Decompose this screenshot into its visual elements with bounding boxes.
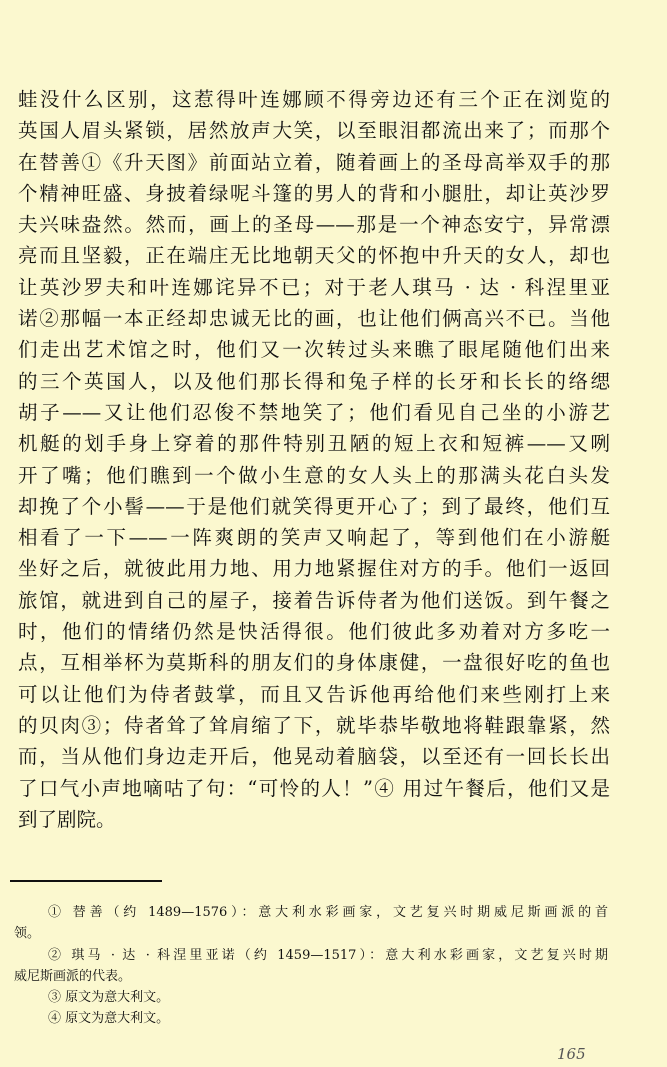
- text-line: 了口气小声地嘀咕了句：“可怜的人！”④ 用过午餐后，他们又是: [18, 776, 610, 800]
- text-line: 开了嘴；他们瞧到一个做小生意的女人头上的那满头花白头发: [18, 463, 610, 487]
- text-line: 到了剧院。: [18, 807, 116, 831]
- text-line: 诺②那幅一本正经却忠诚无比的画，也让他们俩高兴不已。当他: [18, 307, 610, 331]
- text-line: 们走出艺术馆之时，他们又一次转过头来瞧了眼尾随他们出来: [18, 338, 610, 362]
- text-line: 旅馆，就进到自己的屋子，接着告诉侍者为他们送饭。到午餐之: [18, 588, 610, 612]
- text-line: 机艇的划手身上穿着的那件特别丑陋的短上衣和短裤——又咧: [18, 432, 610, 456]
- text-line: 相看了一下——一阵爽朗的笑声又响起了，等到他们在小游艇: [18, 526, 610, 550]
- text-line: 的三个英国人，以及他们那长得和兔子样的长牙和长长的络缌: [18, 369, 610, 393]
- footnote-4: ④ 原文为意大利文。: [48, 1011, 170, 1027]
- text-line: 英国人眉头紧锁，居然放声大笑，以至眼泪都流出来了；而那个: [18, 119, 610, 143]
- text-line: 坐好之后，就彼此用力地、用力地紧握住对方的手。他们一返回: [18, 557, 610, 581]
- text-line: 时，他们的情绪仍然是快活得很。他们彼此多劝着对方多吃一: [18, 620, 610, 644]
- text-line: 可以让他们为侍者鼓掌，而且又告诉他再给他们来些刚打上来: [18, 682, 610, 706]
- footnotes: [14, 902, 608, 1030]
- footnote-1: ① 替善（约 1489—1576）：意大利水彩画家，文艺复兴时期威尼斯画派的首: [48, 905, 608, 920]
- text-line: 而，当从他们身边走开后，他晃动着脑袋，以至还有一回长长出: [18, 745, 610, 769]
- footnote-1-continuation: 领。: [14, 926, 41, 942]
- page-number: 165: [557, 1045, 586, 1063]
- text-line: 个精神旺盛、身披着绿呢斗篷的男人的背和小腿肚，却让英沙罗: [18, 181, 610, 205]
- text-line: 让英沙罗夫和叶连娜诧异不已；对于老人琪马 · 达 · 科涅里亚: [18, 275, 610, 299]
- text-line: 亮而且坚毅，正在端庄无比地朝天父的怀抱中升天的女人，却也: [18, 244, 610, 268]
- footnote-3: ③ 原文为意大利文。: [48, 990, 170, 1006]
- footnote-2: ② 琪马 · 达 · 科涅里亚诺（约 1459—1517）：意大利水彩画家，文艺复兴时期: [48, 947, 608, 963]
- footnote-2-continuation: 威尼斯画派的代表。: [14, 968, 132, 984]
- text-line: 蛙没什么区别，这惹得叶连娜顾不得旁边还有三个正在浏览的: [18, 88, 610, 111]
- main-text: [18, 84, 610, 835]
- text-line: 却挽了个小髻——于是他们就笑得更开心了；到了最终，他们互: [18, 494, 610, 518]
- footnote-divider: [10, 880, 162, 882]
- text-line: 在替善①《升天图》前面站立着，随着画上的圣母高举双手的那: [18, 150, 610, 174]
- text-line: 点，互相举杯为莫斯科的朋友们的身体康健，一盘很好吃的鱼也: [18, 651, 610, 675]
- text-line: 胡子——又让他们忍俊不禁地笑了；他们看见自己坐的小游艺: [18, 400, 610, 424]
- text-line: 夫兴味盎然。然而，画上的圣母——那是一个神态安宁，异常漂: [18, 213, 610, 237]
- text-line: 的贝肉③；侍者耸了耸肩缩了下，就毕恭毕敬地将鞋跟靠紧，然: [18, 713, 610, 737]
